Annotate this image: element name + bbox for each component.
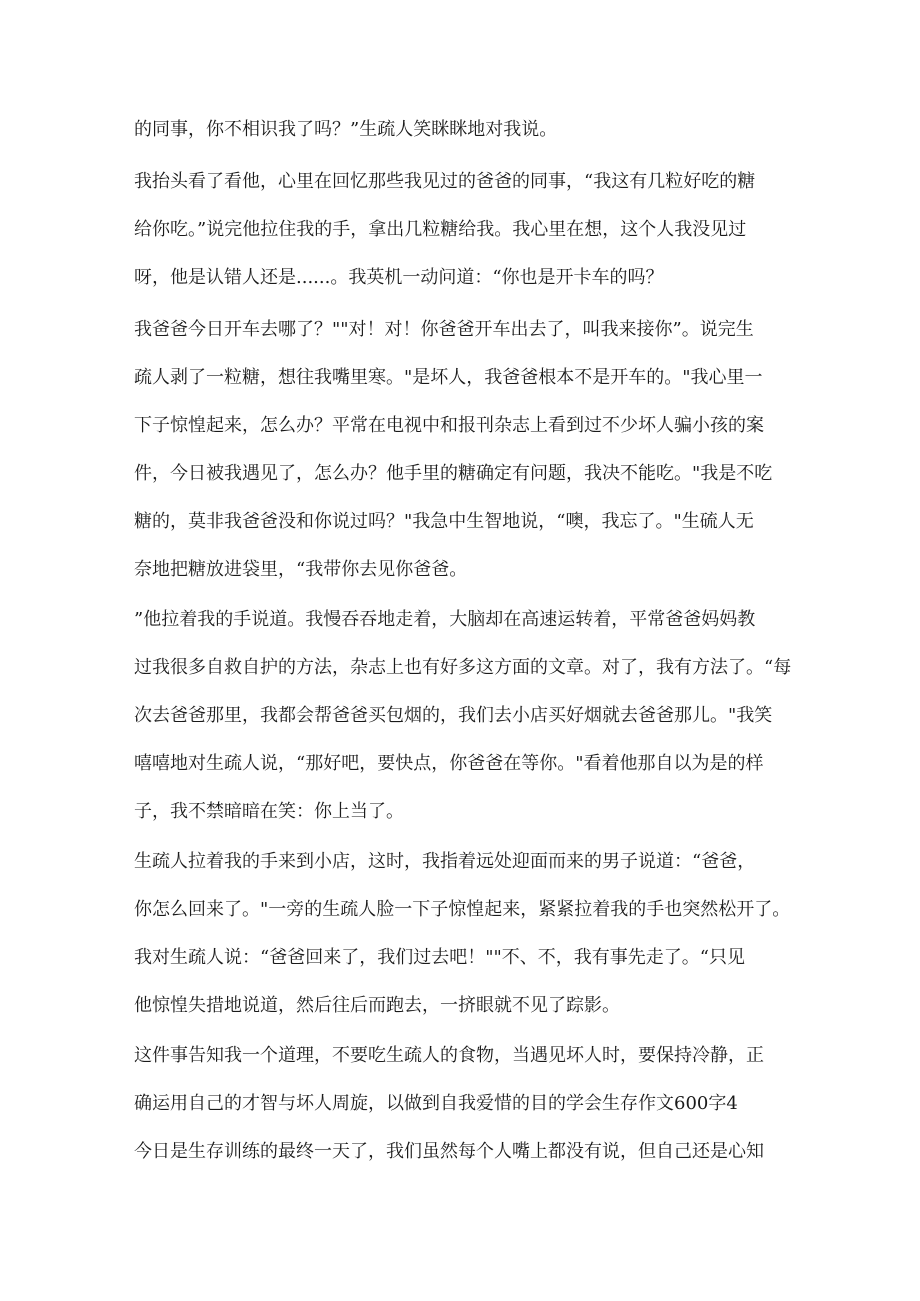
text-line: 确运用自己的才智与坏人周旋，以做到自我爱惜的目的学会生存作文600字4 (134, 1093, 738, 1114)
text-line: 下子惊惶起来，怎么办？平常在电视中和报刊杂志上看到过不少坏人骗小孩的案 (134, 415, 764, 436)
text-line: 这件事告知我一个道理，不要吃生疏人的食物，当遇见坏人时，要保持冷静，正 (134, 1045, 764, 1066)
text-line: 疏人剥了一粒糖，想往我嘴里寒。"是坏人，我爸爸根本不是开车的。"我心里一 (134, 367, 763, 388)
text-line: 奈地把糖放进袋里，“我带你去见你爸爸。 (134, 559, 468, 580)
text-line: ”他拉着我的手说道。我慢吞吞地走着，大脑却在高速运转着，平常爸爸妈妈教 (134, 609, 756, 630)
text-line: 给你吃。”说完他拉住我的手，拿出几粒糖给我。我心里在想，这个人我没见过 (134, 219, 747, 240)
text-line: 糖的，莫非我爸爸没和你说过吗？"我急中生智地说，“噢，我忘了。"生硫人无 (134, 511, 754, 532)
text-line: 过我很多自救自护的方法，杂志上也有好多这方面的文章。对了，我有方法了。“每 (134, 657, 792, 678)
text-line: 我抬头看了看他，心里在回忆那些我见过的爸爸的同事，“我这有几粒好吃的糖 (134, 171, 756, 192)
text-line: 我对生疏人说：“爸爸回来了，我们过去吧！""不、不，我有事先走了。“只见 (134, 947, 745, 968)
text-line: 嘻嘻地对生疏人说，“那好吧，要快点，你爸爸在等你。"看着他那自以为是的样 (134, 753, 764, 774)
text-line: 今日是生存训练的最终一天了，我们虽然每个人嘴上都没有说，但自己还是心知 (134, 1141, 764, 1162)
text-line: 呀，他是认错人还是......。我英机一动问道：“你也是开卡车的吗？ (134, 267, 664, 288)
text-line: 次去爸爸那里，我都会帮爸爸买包烟的，我们去小店买好烟就去爸爸那儿。"我笑 (134, 705, 773, 726)
text-line: 生疏人拉着我的手来到小店，这时，我指着远处迎面而来的男子说道：“爸爸， (134, 851, 756, 872)
text-line: 子，我不禁暗暗在笑：你上当了。 (134, 801, 404, 822)
text-line: 件，今日被我遇见了，怎么办？他手里的糖确定有问题，我决不能吃。"我是不吃 (134, 463, 773, 484)
text-line: 我爸爸今日开车去哪了？""对！对！你爸爸开车出去了，叫我来接你”。说完生 (134, 319, 754, 340)
text-line: 你怎么回来了。"一旁的生疏人脸一下子惊惶起来，紧紧拉着我的手也突然松开了。 (134, 899, 791, 920)
text-line: 他惊惶失措地说道，然后往后而跑去，一挤眼就不见了踪影。 (134, 995, 620, 1016)
text-line: 的同事，你不相识我了吗？”生疏人笑眯眯地对我说。 (134, 119, 558, 140)
